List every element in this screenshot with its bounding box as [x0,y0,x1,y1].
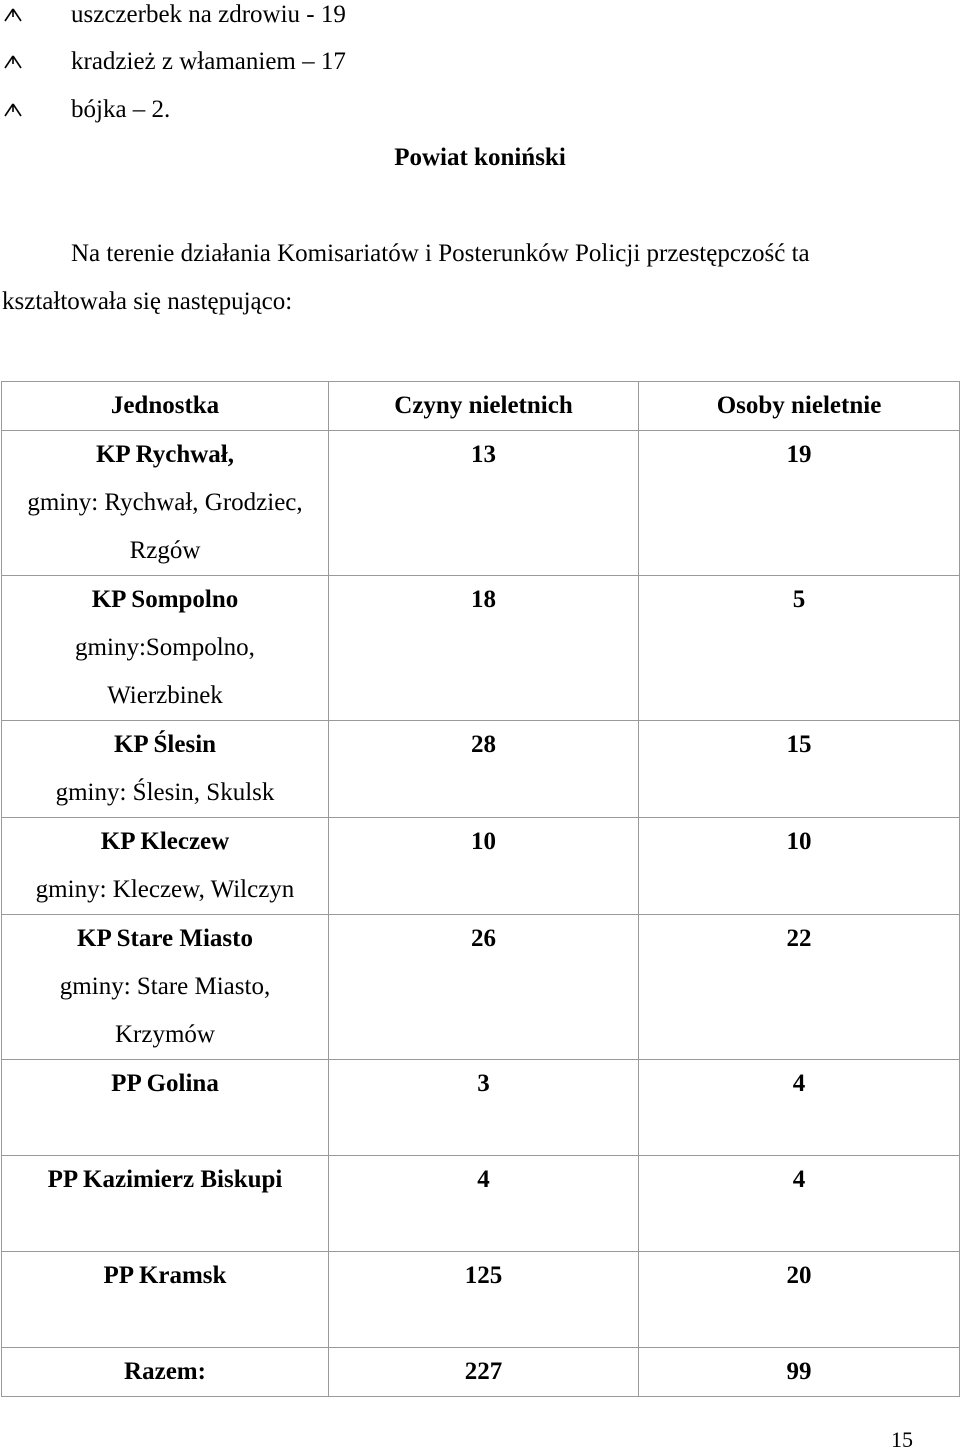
unit-gminy: gminy: Rychwał, Grodziec, [27,489,303,516]
page-number: 15 [891,1427,913,1452]
unit-gminy: Wierzbinek [107,682,223,709]
persons-cell: 4 [639,1156,960,1252]
table-row [2,1060,960,1156]
unit-gminy: Krzymów [115,1021,215,1048]
unit-name: KP Sompolno [91,586,239,613]
header-persons: Osoby nieletnie [639,382,960,431]
unit-gminy: Rzgów [129,537,201,564]
unit-cell [2,1060,329,1156]
statistics-table [1,381,960,1397]
table-row [2,721,960,818]
bullet-text: uszczerbek na zdrowiu - 19 [71,1,346,28]
persons-cell: 10 [639,818,960,915]
bullet-arrowhead-icon [4,103,22,117]
bullet-text: kradzież z włamaniem – 17 [71,48,346,75]
table-header-row [2,382,960,431]
persons-cell: 15 [639,721,960,818]
unit-name: PP Kramsk [103,1262,227,1289]
table-row [2,576,960,721]
unit-name: KP Stare Miasto [77,925,253,952]
persons-cell: 5 [639,576,960,721]
persons-cell: 99 [639,1348,960,1397]
paragraph-line-1: Na terenie działania Komisariatów i Posterunków Policji przestępczość ta [71,240,810,267]
header-acts: Czyny nieletnich [329,382,639,431]
acts-cell: 13 [329,431,639,576]
unit-name: Razem: [124,1358,206,1385]
persons-cell: 20 [639,1252,960,1348]
table-row [2,1156,960,1252]
unit-gminy: gminy: Stare Miasto, [59,973,271,1000]
unit-cell [2,576,329,721]
bullet-text: bójka – 2. [71,96,171,123]
unit-name: KP Kleczew [100,828,230,855]
unit-cell [2,1252,329,1348]
acts-cell: 3 [329,1060,639,1156]
acts-cell: 26 [329,915,639,1060]
paragraph-line-2: kształtowała się następująco: [2,288,293,315]
unit-name: KP Rychwał, [95,441,234,468]
unit-gminy: gminy: Kleczew, Wilczyn [35,876,295,903]
persons-cell: 4 [639,1060,960,1156]
unit-gminy: gminy: Ślesin, Skulsk [55,779,275,806]
unit-cell [2,1348,329,1397]
unit-gminy: gminy:Sompolno, [75,634,255,661]
acts-cell: 10 [329,818,639,915]
table-row [2,1252,960,1348]
section-heading: Powiat koniński [394,144,566,171]
unit-cell [2,1156,329,1252]
acts-cell: 227 [329,1348,639,1397]
unit-cell [2,721,329,818]
acts-cell: 4 [329,1156,639,1252]
table-row [2,915,960,1060]
bullet-arrowhead-icon [4,8,22,22]
acts-cell: 18 [329,576,639,721]
unit-name: PP Golina [111,1070,219,1097]
unit-cell [2,915,329,1060]
persons-cell: 22 [639,915,960,1060]
unit-cell [2,431,329,576]
header-unit: Jednostka [2,382,329,431]
persons-cell: 19 [639,431,960,576]
table-row-total [2,1348,960,1397]
unit-name: KP Ślesin [113,731,217,758]
acts-cell: 28 [329,721,639,818]
unit-name: PP Kazimierz Biskupi [47,1166,283,1193]
acts-cell: 125 [329,1252,639,1348]
table-row [2,431,960,576]
unit-cell [2,818,329,915]
bullet-arrowhead-icon [4,55,22,69]
table-row [2,818,960,915]
